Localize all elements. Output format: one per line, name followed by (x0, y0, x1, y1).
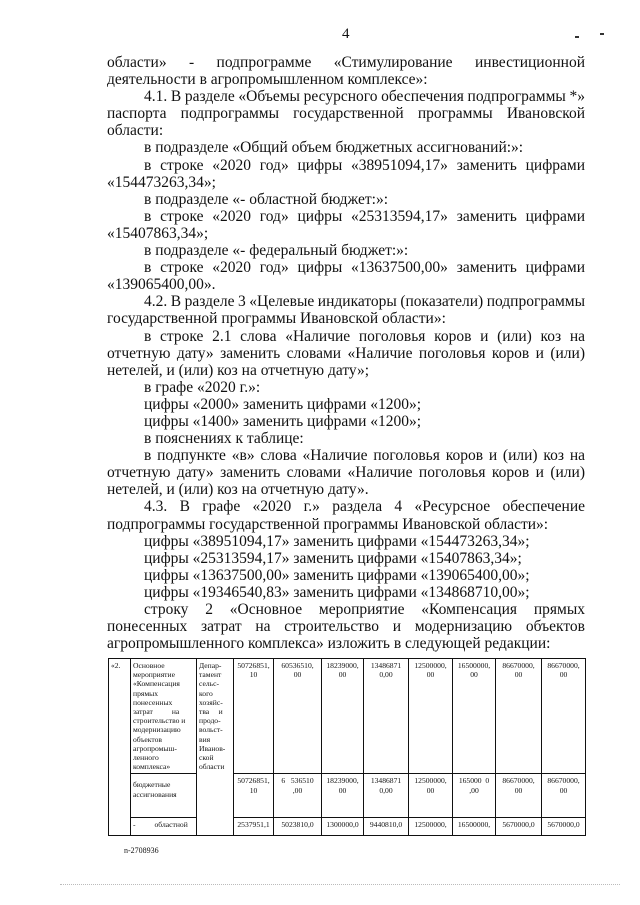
amount-cell (322, 659, 364, 774)
cell-text-line: 13486871 (370, 776, 402, 786)
text-line: отчетную дату» заменить словами «Наличие поголовья коров и (или) (107, 464, 585, 482)
amount-cell (274, 774, 322, 818)
cell-text-line: затрат на (133, 707, 180, 717)
text-line: в подразделе «- федеральный бюджет:»: (144, 242, 409, 260)
amount-cell (496, 774, 542, 818)
cell-text-line: ,00 (469, 785, 479, 795)
cell-text-line: кого (199, 688, 213, 698)
text-line: в строке «2020 год» цифры «38951094,17» заменить цифрами (144, 156, 585, 174)
department-cell (197, 659, 234, 836)
cell-text-line: сельс- (199, 679, 219, 689)
cell-text-line: 2537951,1 (237, 820, 270, 830)
cell-text-line: Депар- (199, 661, 222, 670)
page-number: 4 (342, 26, 350, 42)
cell-text-line: 16500000, (457, 820, 491, 830)
text-line: строку 2 «Основное мероприятие «Компенсация прямых (144, 601, 585, 618)
text-line: в подразделе «Общий объем бюджетных ассигнований:»: (144, 139, 524, 157)
cell-text-line: 86670000, (547, 661, 580, 670)
cell-text-line: 165000 0 (458, 776, 490, 786)
cell-text-line: 5670000,0 (502, 820, 535, 830)
row-label-cell (131, 774, 197, 818)
text-line: в строке «2020 год» цифры «13637500,00» заменить цифрами (144, 259, 585, 277)
text-line: в подразделе «- областной бюджет:»: (144, 190, 389, 208)
cell-text-line: 5670000,0 (547, 820, 580, 830)
amount-cell (234, 774, 274, 818)
cell-text-line: прямых (133, 688, 159, 698)
cell-text-line: 10 (249, 785, 258, 795)
amount-cell (542, 659, 586, 774)
amount-cell (364, 659, 409, 774)
text-line: области» - подпрограмме «Стимулирование инвестиционной (107, 54, 585, 71)
text-line: нетелей, и (или) коз на отчетную дату»; (107, 361, 370, 379)
cell-text-line: тамент (199, 670, 222, 680)
cell-text-line: 00 (559, 785, 568, 795)
amount-cell (364, 818, 409, 836)
text-line: 4.2. В разделе 3 «Целевые индикаторы (показатели) подпрограммы (144, 293, 585, 311)
amount-cell (274, 659, 322, 774)
cell-text-line: 00 (338, 670, 347, 680)
cell-text-line: 12500000, (414, 661, 447, 670)
text-line: в пояснениях к таблице: (144, 430, 304, 448)
document-code: n-2708936 (124, 846, 159, 855)
text-line: деятельности в агропромышленном комплексе»: (107, 71, 428, 89)
cell-text-line: - областной (133, 820, 188, 830)
text-line: цифры «19346540,83» заменить цифрами «134868710,00»; (144, 583, 530, 601)
cell-text-line: 16500000, (457, 661, 491, 670)
cell-text-line: 5023810,0 (281, 820, 314, 830)
cell-text-line: мероприятие (133, 670, 175, 680)
cell-text-line: 50726851, (237, 776, 270, 786)
cell-text-line: бюджетные (133, 780, 171, 790)
cell-text-line: 60536510, (281, 661, 314, 670)
amount-cell (496, 818, 542, 836)
amount-cell (409, 774, 453, 818)
cell-text-line: комплекса» (133, 762, 171, 772)
cell-text-line: 00 (514, 670, 523, 680)
cell-text-line: вольст- (199, 725, 223, 735)
text-line: цифры «25313594,17» заменить цифрами «15407863,34»; (144, 549, 522, 567)
cell-text-line: 0,00 (379, 785, 393, 795)
amount-cell (409, 818, 453, 836)
table-row (109, 818, 586, 836)
amount-cell (453, 774, 496, 818)
cell-text-line: объектов (133, 734, 162, 744)
text-line: государственной программы Ивановской области»: (107, 310, 446, 328)
cell-text-line: 86670000, (547, 776, 580, 786)
cell-text-line: 12500000, (414, 776, 447, 786)
activity-name-cell (131, 659, 197, 774)
row-number-cell: «2. (109, 659, 131, 836)
text-line: отчетную дату» заменить словами «Наличие поголовья коров и (или) (107, 344, 585, 362)
text-line: цифры «1400» заменить цифрами «1200»; (144, 412, 422, 430)
text-line: в графе «2020 г.»: (144, 378, 261, 396)
amount-cell (496, 659, 542, 774)
cell-text-line: строительство и (133, 716, 186, 726)
cell-text-line: агропромыш- (133, 743, 177, 753)
cell-text-line: 50726851, (237, 661, 270, 670)
cell-text-line: 9440810,0 (369, 820, 403, 830)
scan-artifact-line (60, 884, 620, 888)
text-line: в строке «2020 год» цифры «25313594,17» заменить цифрами (144, 207, 585, 225)
cell-text-line: 00 (338, 785, 347, 795)
cell-text-line: 00 (514, 785, 523, 795)
table-row (109, 659, 586, 774)
text-line: в строке 2.1 слова «Наличие поголовья коров и (или) коз на (144, 327, 585, 345)
row-label-cell (131, 818, 197, 836)
amount-cell (453, 818, 496, 836)
amount-cell (234, 818, 274, 836)
text-line: цифры «38951094,17» заменить цифрами «154473263,34»; (144, 532, 530, 550)
cell-text-line: ленного (133, 753, 159, 763)
cell-text-line: 18239000, (326, 776, 359, 786)
table-row (109, 774, 586, 818)
cell-text-line: 00 (426, 785, 435, 795)
cell-text-line: 86670000, (502, 661, 535, 670)
cell-text-line: ,00 (292, 785, 303, 795)
resource-table (108, 658, 586, 836)
cell-text-line: «Компенсация (133, 679, 180, 689)
cell-text-line: 10 (249, 670, 258, 680)
text-line: понесенных затрат на строительство и модернизацию объектов (107, 618, 585, 636)
cell-text-line: тва и (199, 707, 223, 717)
cell-text-line: 86670000, (502, 776, 535, 786)
cell-text-line: ской (199, 753, 214, 763)
amount-cell (322, 818, 364, 836)
cell-text-line: Основное (133, 661, 165, 670)
cell-text-line: области (199, 762, 225, 772)
cell-text-line: 12500000, (414, 820, 447, 830)
amount-cell (453, 659, 496, 774)
text-line: подпрограммы государственной программы Ивановской области»: (107, 515, 549, 533)
cell-text-line: ассигнования (133, 789, 177, 799)
cell-text-line: 00 (293, 670, 302, 680)
amount-cell (274, 818, 322, 836)
amount-cell (409, 659, 453, 774)
cell-text-line: хозяйс- (199, 697, 223, 707)
cell-text-line: 00 (559, 670, 568, 680)
cell-text-line: 6 536510 (281, 776, 314, 786)
cell-text-line: 00 (470, 670, 478, 680)
text-line: цифры «13637500,00» заменить цифрами «139065400,00»; (144, 566, 530, 584)
scan-mark (600, 33, 604, 35)
text-line: паспорта подпрограммы государственной программы Ивановской (107, 105, 585, 123)
amount-cell (234, 659, 274, 774)
cell-text-line: модернизацию (133, 725, 181, 735)
cell-text-line: 13486871 (370, 661, 402, 670)
text-line: «154473263,34»; (107, 173, 216, 191)
cell-text-line: продо- (199, 716, 221, 726)
document-body (107, 54, 585, 652)
cell-text-line: Иванов- (199, 743, 226, 753)
text-line: 4.3. В графе «2020 г.» раздела 4 «Ресурсное обеспечение (144, 498, 585, 516)
text-line: нетелей, и (или) коз на отчетную дату». (107, 481, 369, 499)
scan-mark (575, 36, 579, 38)
text-line: «15407863,34»; (107, 224, 209, 242)
cell-text-line: 0,00 (379, 670, 393, 680)
amount-cell (364, 774, 409, 818)
cell-text-line: вия (199, 734, 211, 744)
cell-text-line: 18239000, (326, 661, 359, 670)
text-line: области: (107, 122, 164, 140)
text-line: в подпункте «в» слова «Наличие поголовья коров и (или) коз на (144, 447, 585, 465)
amount-cell (322, 774, 364, 818)
cell-text-line: 1300000,0 (326, 820, 359, 830)
text-line: агропромышленного комплекса» изложить в следующей редакции: (107, 635, 551, 653)
cell-text-line: понесенных (133, 697, 173, 707)
cell-text-line: 00 (426, 670, 435, 680)
amount-cell (542, 818, 586, 836)
text-line: цифры «2000» заменить цифрами «1200»; (144, 395, 422, 413)
text-line: 4.1. В разделе «Объемы ресурсного обеспечения подпрограммы *» (144, 88, 585, 106)
text-line: «139065400,00». (107, 276, 216, 294)
amount-cell (542, 774, 586, 818)
